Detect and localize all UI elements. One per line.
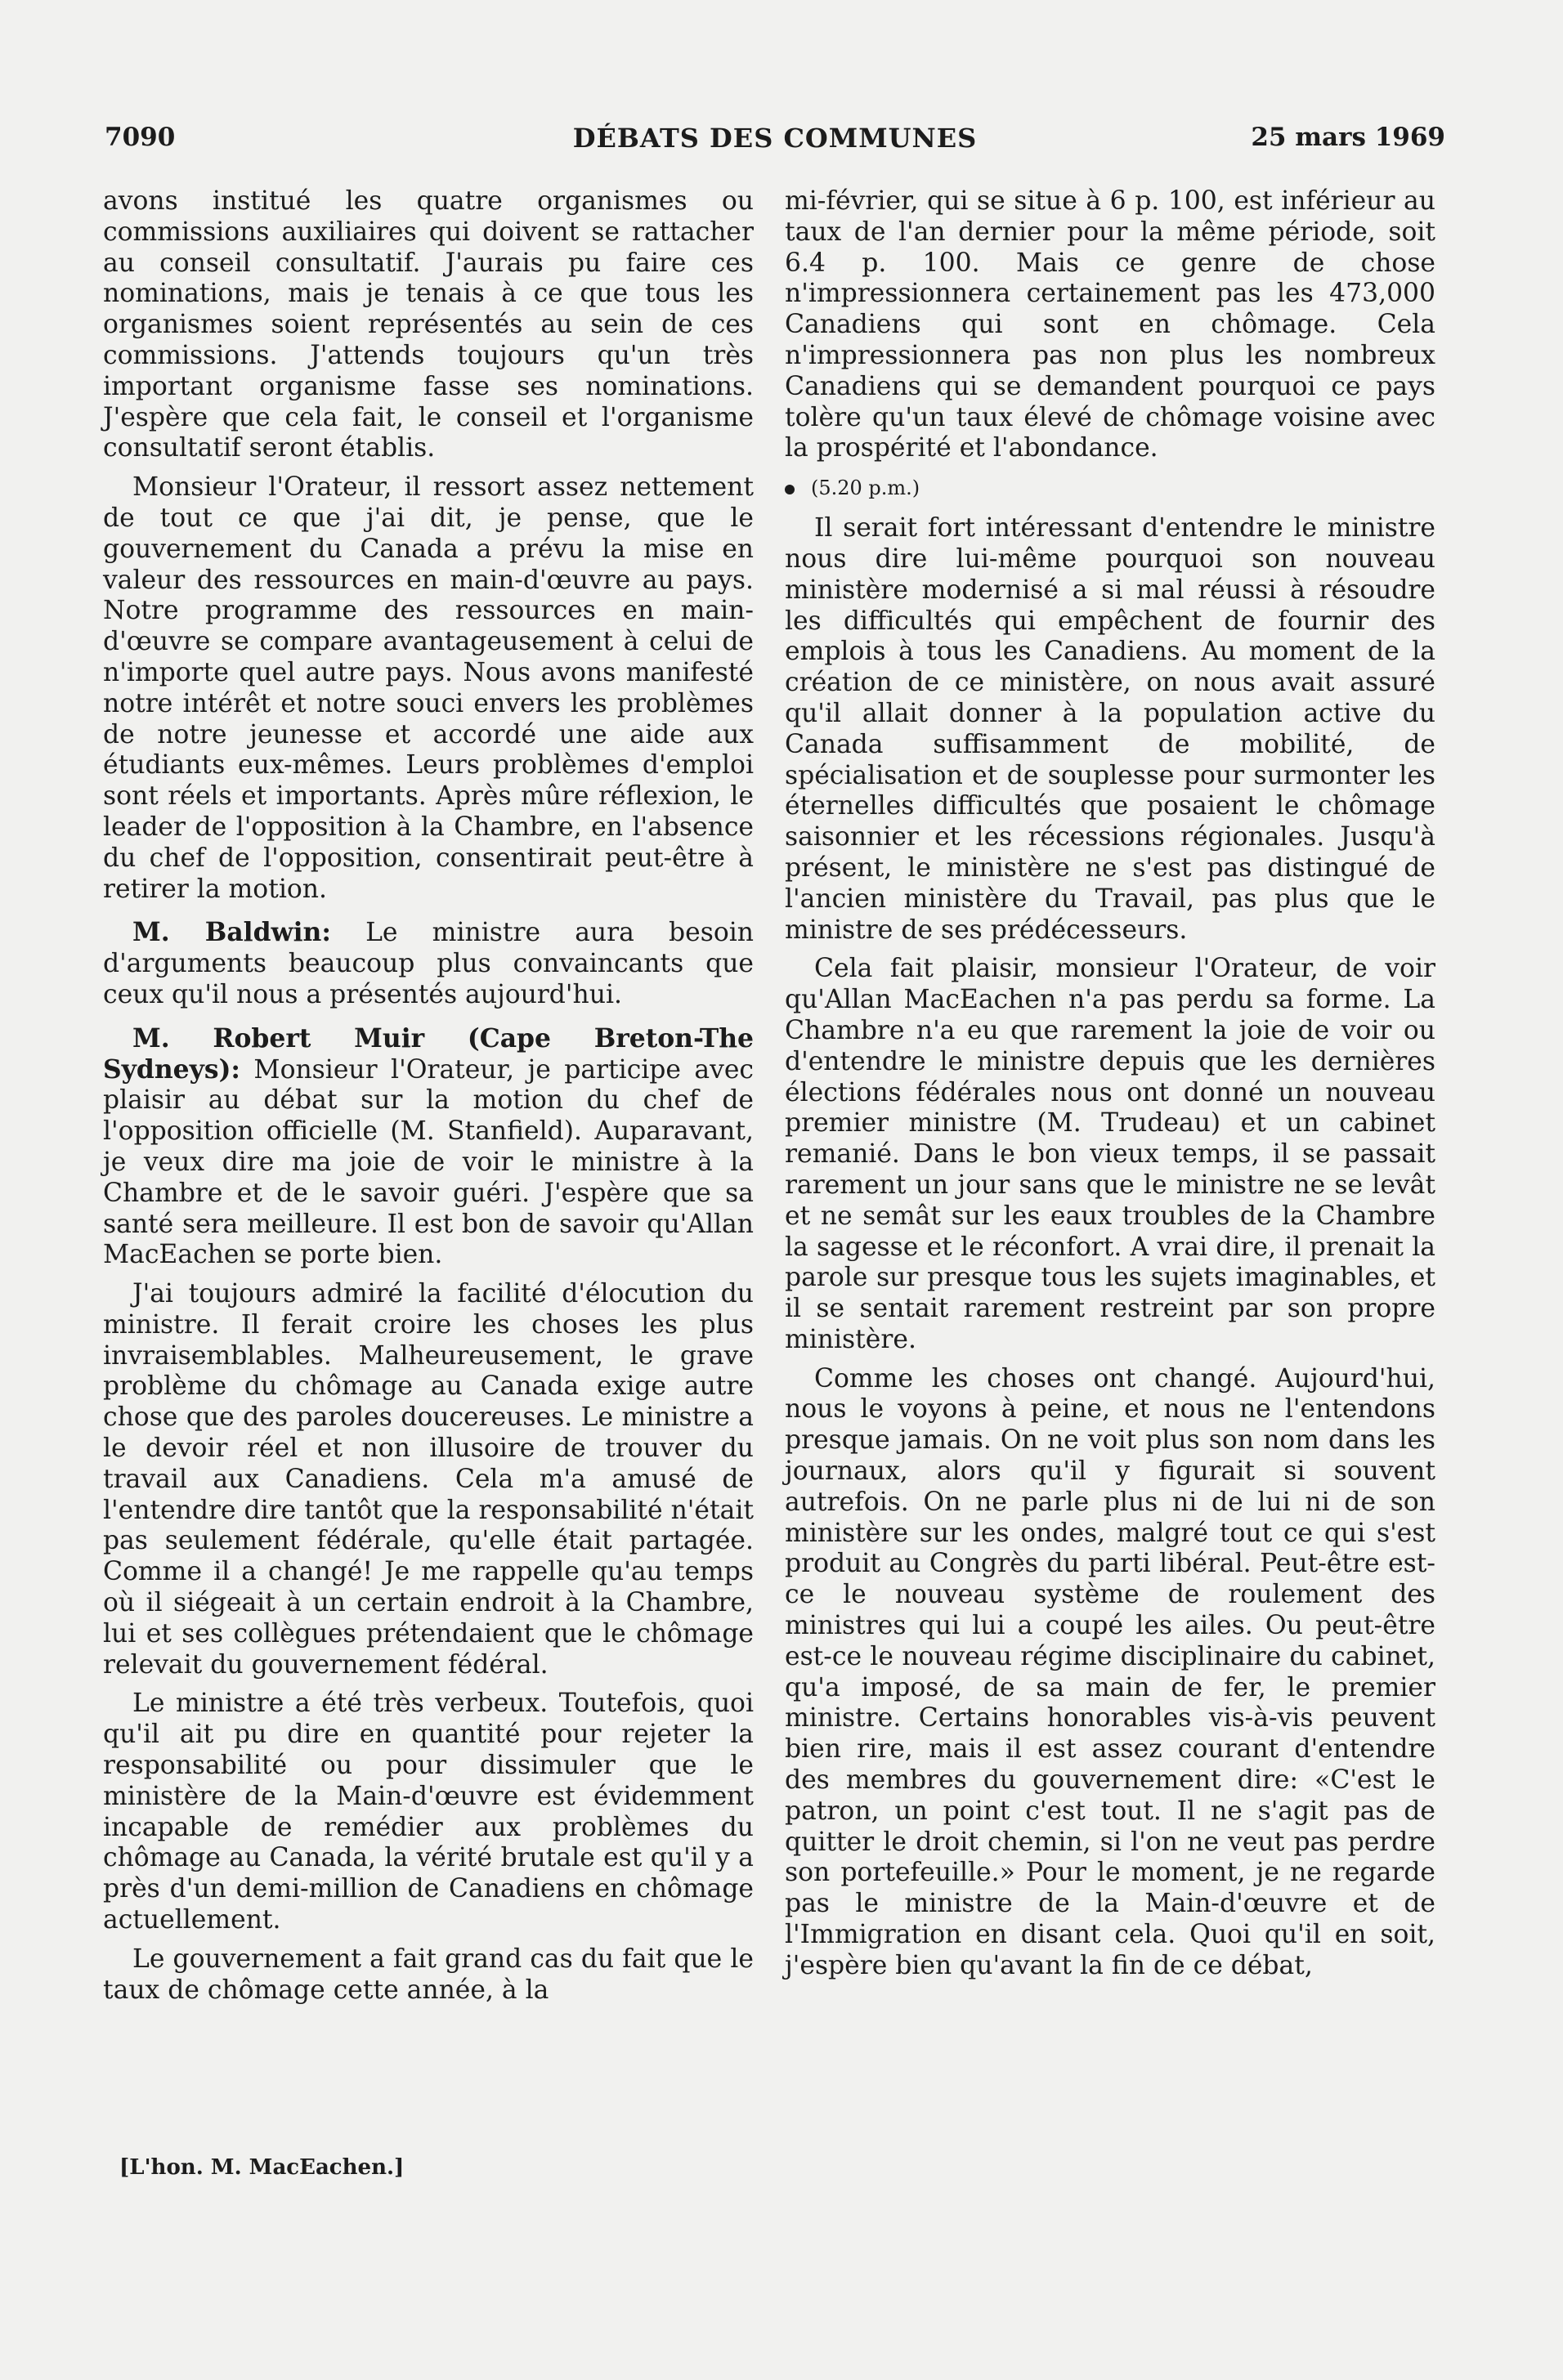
paragraph: Le ministre a été très verbeux. Toutefois, quoi qu'il ait pu dire en quantité pour rejeter la responsabilité ou pour dissimuler que le ministère de la Main-d'œuvre est évidemment incapable de remédier aux problèmes du chômage au Canada, la vérité brutale est qu'il y a près d'un demi-million de Canadiens en chômage actuellement.: [103, 1689, 754, 1935]
speaker-name: M. Robert Muir (Cape Breton-The Sydneys):: [103, 1023, 754, 1085]
page-title: DÉBATS DES COMMUNES: [572, 123, 978, 154]
paragraph: mi-février, qui se situe à 6 p. 100, est inférieur au taux de l'an dernier pour la même période, soit 6.4 p. 100. Mais ce genre de chose n'impressionnera certainement pas les 473,000 Canadiens qui sont en chômage. Cela n'impressionnera pas non plus les nombreux Canadiens qui se demandent pourquoi ce pays tolère qu'un taux élevé de chômage voisine avec la prospérité et l'abondance.: [785, 186, 1435, 463]
page-date: 25 mars 1969: [1251, 123, 1445, 152]
speech-text: Monsieur l'Orateur, je participe avec plaisir au débat sur la motion du chef de l'opposition officielle (M. Stanfield). Auparavant, je veux dire ma joie de voir le ministre à la Chambre et de le savoir guéri. J'espère que sa santé sera meilleure. Il est bon de savoir qu'Allan MacEachen se porte bien.: [103, 1054, 754, 1270]
paragraph: Monsieur l'Orateur, il ressort assez nettement de tout ce que j'ai dit, je pense, que le gouvernement du Canada a prévu la mise en valeur des ressources en main-d'œuvre au pays. Notre programme des ressources en main-d'œuvre se compare avantageusement à celui de n'importe quel autre pays. Nous avons manifesté notre intérêt et notre souci envers les problèmes de notre jeunesse et accordé une aide aux étudiants eux-mêmes. Leurs problèmes d'emploi sont réels et importants. Après mûre réflexion, le leader de l'opposition à la Chambre, en l'absence du chef de l'opposition, consentirait peut-être à retirer la motion.: [103, 472, 754, 904]
speaker-name: M. Baldwin:: [132, 918, 331, 948]
speaker-attribution: [L'hon. M. MacEachen.]: [119, 2155, 405, 2180]
time-stamp-text: (5.20 p.m.): [811, 476, 920, 500]
page-number: 7090: [105, 123, 176, 152]
paragraph: Le gouvernement a fait grand cas du fait que le taux de chômage cette année, à la: [103, 1944, 754, 2005]
speaker-paragraph: [103, 1024, 754, 1271]
paragraph: avons institué les quatre organismes ou commissions auxiliaires qui doivent se rattacher au conseil consultatif. J'aurais pu faire ces nominations, mais je tenais à ce que tous les organismes soient représentés au sein de ces commissions. J'attends toujours qu'un très important organisme fasse ses nominations. J'espère que cela fait, le conseil et l'organisme consultatif seront établis.: [103, 186, 754, 463]
speaker-paragraph: [103, 918, 754, 1010]
paragraph: J'ai toujours admiré la facilité d'élocution du ministre. Il ferait croire les choses les plus invraisemblables. Malheureusement, le grave problème du chômage au Canada exige autre chose que des paroles doucereuses. Le ministre a le devoir réel et non illusoire de trouver du travail aux Canadiens. Cela m'a amusé de l'entendre dire tantôt que la responsabilité n'était pas seulement fédérale, qu'elle était partagée. Comme il a changé! Je me rappelle qu'au temps où il siégeait à un certain endroit à la Chambre, lui et ses collègues prétendaient que le chômage relevait du gouvernement fédéral.: [103, 1279, 754, 1680]
speech-text: Le ministre aura besoin d'arguments beaucoup plus convaincants que ceux qu'il nous a présentés aujourd'hui.: [103, 918, 754, 1009]
paragraph: Comme les choses ont changé. Aujourd'hui, nous le voyons à peine, et nous ne l'entendons presque jamais. On ne voit plus son nom dans les journaux, alors qu'il y figurait si souvent autrefois. On ne parle plus ni de lui ni de son ministère sur les ondes, malgré tout ce qui s'est produit au Congrès du parti libéral. Peut-être est-ce le nouveau système de roulement des ministres qui lui a coupé les ailes. Ou peut-être est-ce le nouveau régime disciplinaire du cabinet, qu'a imposé, de sa main de fer, le premier ministre. Certains honorables vis-à-vis peuvent bien rire, mais il est assez courant d'entendre des membres du gouvernement dire: «C'est le patron, un point c'est tout. Il ne s'agit pas de quitter le droit chemin, si l'on ne veut pas perdre son portefeuille.» Pour le moment, je ne regarde pas le ministre de la Main-d'œuvre et de l'Immigration en disant cela. Quoi qu'il en soit, j'espère bien qu'avant la fin de ce débat,: [785, 1363, 1435, 1980]
left-column: [103, 186, 754, 2014]
right-column: [785, 186, 1435, 1990]
bullet-icon: [785, 485, 795, 494]
paragraph: Il serait fort intéressant d'entendre le ministre nous dire lui-même pourquoi son nouveau ministère modernisé a si mal réussi à résoudre les difficultés qui empêchent de fournir des emplois à tous les Canadiens. Au moment de la création de ce ministère, on nous avait assuré qu'il allait donner à la population active du Canada suffisamment de mobilité, de spécialisation et de souplesse pour surmonter les éternelles difficultés que posaient le chômage saisonnier et les récessions régionales. Jusqu'à présent, le ministère ne s'est pas distingué de l'ancien ministère du Travail, pas plus que le ministre de ses prédécesseurs.: [785, 513, 1435, 945]
page-header: [105, 123, 1445, 163]
paragraph: Cela fait plaisir, monsieur l'Orateur, de voir qu'Allan MacEachen n'a pas perdu sa forme. La Chambre n'a eu que rarement la joie de voir ou d'entendre le ministre depuis que les dernières élections fédérales nous ont donné un nouveau premier ministre (M. Trudeau) et un cabinet remanié. Dans le bon vieux temps, il se passait rarement un jour sans que le ministre ne se levât et ne semât sur les eaux troubles de la Chambre la sagesse et le réconfort. A vrai dire, il prenait la parole sur presque tous les sujets imaginables, et il se sentait rarement restreint par son propre ministère.: [785, 954, 1435, 1354]
time-stamp: [785, 476, 1435, 500]
